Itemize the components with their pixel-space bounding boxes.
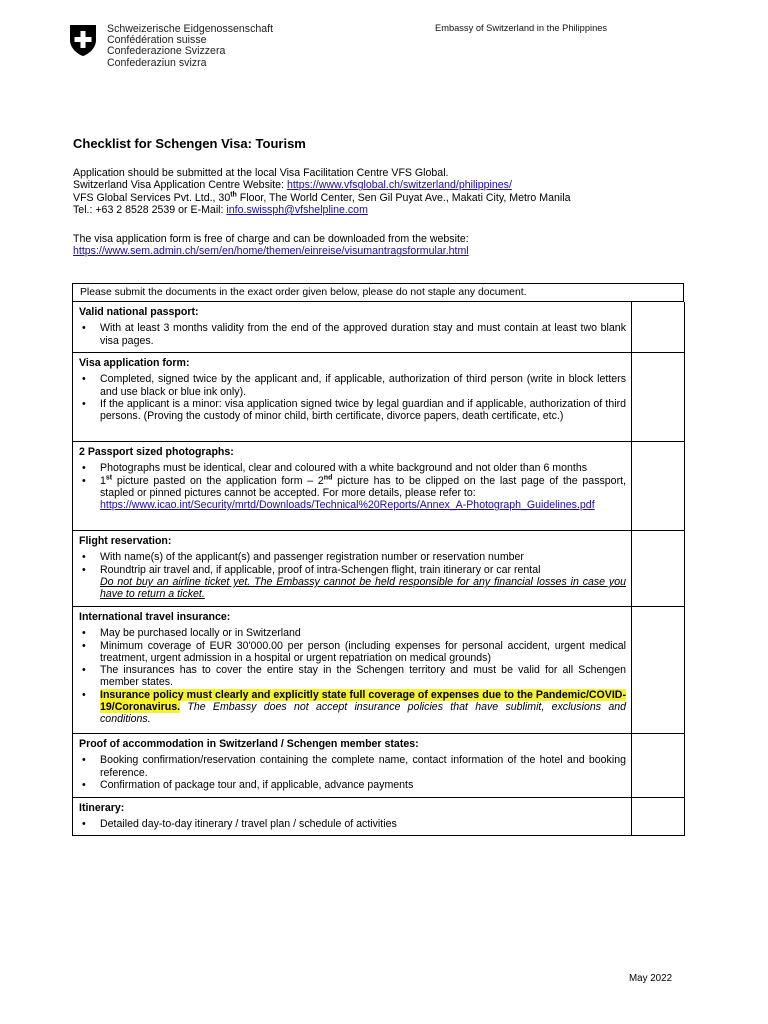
section-heading: Flight reservation: [79,535,172,547]
agency-line: Confederaziun svizra [107,56,207,69]
covid-highlight: Insurance policy must clearly and explicitly state full coverage of expenses due to the Pandemic/COVID-19/Coronavirus. [100,688,626,714]
list-item: • Confirmation of package tour and, if applicable, advance payments [79,779,626,791]
agency-line: Confederazione Svizzera [107,45,226,58]
text-part: Roundtrip air travel and, if applicable, proof of intra-Schengen flight, train itinerary or car rental [100,563,541,576]
section-heading: Valid national passport: [79,306,199,318]
flight-warning: Do not buy an airline ticket yet. The Embassy cannot be held responsible for any financial losses in case you have to return a ticket. [100,575,626,601]
section-application-form [72,353,685,442]
section-passport [72,302,685,353]
contact-label: Tel.: +63 2 8528 2539 or E-Mail: [73,203,227,216]
list-item: • Photographs must be identical, clear and coloured with a white background and not older than 6 months [79,462,626,474]
section-photographs [72,442,685,531]
checkbox-cell[interactable] [631,734,684,797]
list-item [79,564,626,601]
agency-line: Confédération suisse [107,34,207,47]
text-part: picture has to be clipped on the last page of the passport, stapled or pinned pictures cannot be accepted. For more details, please refer to: [100,474,626,499]
visa-form-link[interactable]: https://www.sem.admin.ch/sem/en/home/themen/einreise/visumantragsformular.html [73,245,469,258]
intro-line [73,192,570,204]
address-part: Floor, The World Center, Sen Gil Puyat Ave., Makati City, Metro Manila [236,191,571,204]
checkbox-cell[interactable] [631,798,684,835]
submission-note: Please submit the documents in the exact order given below, please do not staple any document. [72,283,684,302]
ordinal-suffix: st [105,474,113,482]
document-date: May 2022 [629,973,673,984]
list-item: • With at least 3 months validity from the end of the approved duration stay and must contain at least two blank visa pages. [79,322,626,347]
intro-block [73,167,570,216]
swiss-shield-icon [68,24,98,57]
list-item: • With name(s) of the applicant(s) and passenger registration number or reservation number [79,551,626,563]
text-part: 1 [100,474,106,487]
section-heading: International travel insurance: [79,611,231,623]
checkbox-cell[interactable] [631,607,684,733]
form-download-block [73,233,469,258]
embassy-name: Embassy of Switzerland in the Philippines [435,23,608,33]
insurance-exclusion-note: The Embassy does not accept insurance policies that have sublimit, exclusions and conditions. [100,701,626,726]
ordinal-suffix: th [230,191,237,199]
list-item: • Detailed day-to-day itinerary / travel plan / schedule of activities [79,818,626,830]
vfs-website-link[interactable]: https://www.vfsglobal.ch/switzerland/philippines/ [286,179,512,192]
checkbox-cell[interactable] [631,353,684,441]
list-item [79,689,626,726]
text-part: picture pasted on the application form – 2 [112,474,324,487]
checkbox-cell[interactable] [631,302,684,352]
agency-line: Schweizerische Eidgenossenschaft [107,23,274,35]
swiss-confederation-logo [68,22,273,72]
section-heading: Visa application form: [79,357,190,369]
website-label: Switzerland Visa Application Centre Website: [73,179,287,192]
list-item [79,475,626,512]
section-travel-insurance [72,607,685,734]
section-accommodation [72,734,685,798]
section-itinerary [72,798,685,836]
checkbox-cell[interactable] [631,531,684,606]
ordinal-suffix: nd [323,474,333,482]
intro-line [73,179,570,191]
intro-line [73,204,570,216]
list-item: • Booking confirmation/reservation containing the complete name, contact information of the hotel and booking reference. [79,754,626,779]
list-item: • Completed, signed twice by the applicant and, if applicable, authorization of third person (write in block letters and use black or blue ink only). [79,373,626,398]
agency-name-lines [107,24,273,69]
list-item: • If the applicant is a minor: visa application signed twice by legal guardian and if applicable, authorization of third persons. (Proving the custody of minor child, birth certificate, divorce papers, death certificate, etc.) [79,398,626,423]
icao-guidelines-link[interactable]: https://www.icao.int/Security/mrtd/Downloads/Technical%20Reports/Annex_A-Photograph_Guidelines.pdf [100,499,595,512]
list-item: • May be purchased locally or in Switzerland [79,627,626,639]
address-part: VFS Global Services Pvt. Ltd., 30 [73,191,231,204]
checkbox-cell[interactable] [631,442,684,530]
form-download-text: The visa application form is free of charge and can be downloaded from the website: [73,233,469,245]
document-title: Checklist for Schengen Visa: Tourism [73,136,306,151]
section-heading: Itinerary: [79,802,125,814]
section-flight-reservation [72,531,685,607]
list-item: • Minimum coverage of EUR 30'000.00 per person (including expenses for personal accident, urgent medical treatment, urgent admission in a hospital or urgent repatriation on medical grounds) [79,640,626,665]
section-heading: 2 Passport sized photographs: [79,446,234,458]
intro-line: Application should be submitted at the local Visa Facilitation Centre VFS Global. [73,167,449,179]
list-item: • The insurances has to cover the entire stay in the Schengen territory and must be valid for all Schengen member states. [79,664,626,689]
email-link[interactable]: info.swissph@vfshelpline.com [226,203,368,216]
section-heading: Proof of accommodation in Switzerland / Schengen member states: [79,738,419,750]
